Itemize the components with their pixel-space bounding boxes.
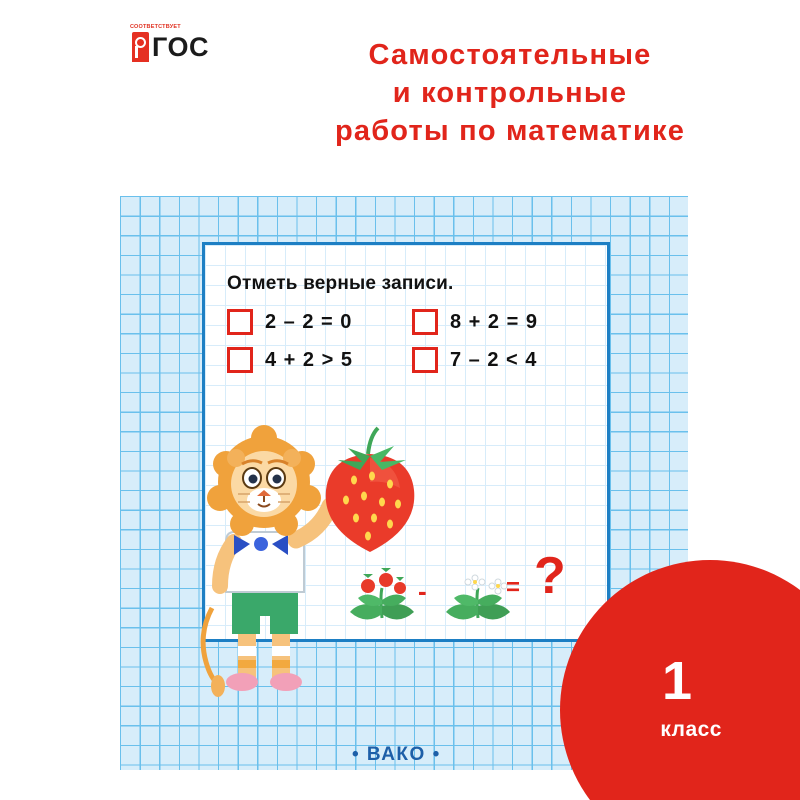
title-line-2: и контрольные [392,77,628,109]
expression-grid [227,309,597,385]
publisher-name: • ВАКО • [352,744,441,765]
checkbox-expr-3[interactable] [227,347,253,373]
grade-word: класс [660,718,722,741]
grade-number: 1 [661,651,692,711]
expression-label-1: 2 – 2 = 0 [265,310,353,333]
strawberry-plant-with-berries-icon [342,556,422,626]
checkbox-expr-4[interactable] [412,347,438,373]
checkbox-expr-1[interactable] [227,309,253,335]
gost-badge-subtext: СООТВЕТСТВУЕТ [130,24,181,30]
expression-item [227,347,412,373]
expression-label-4: 7 – 2 < 4 [450,348,538,371]
title-line-1: Самостоятельные [368,39,652,71]
expression-item [227,309,412,335]
expression-item [412,347,597,373]
gost-badge [128,18,232,74]
expression-item [412,309,597,335]
expression-label-2: 8 + 2 = 9 [450,310,538,333]
equals-sign: = [506,574,521,601]
expression-row [227,309,597,335]
question-mark: ? [534,547,566,605]
page-title [250,36,770,150]
minus-sign: - [418,576,427,606]
plant-equation [342,547,582,622]
expression-row [227,347,597,373]
task-instruction: Отметь верные записи. [227,273,454,294]
title-line-3: работы по математике [334,115,686,147]
strawberry-icon [310,418,430,558]
flag-icon [132,32,149,62]
gost-badge-label: ГОС [152,32,209,62]
checkbox-expr-2[interactable] [412,309,438,335]
expression-label-3: 4 + 2 > 5 [265,348,353,371]
